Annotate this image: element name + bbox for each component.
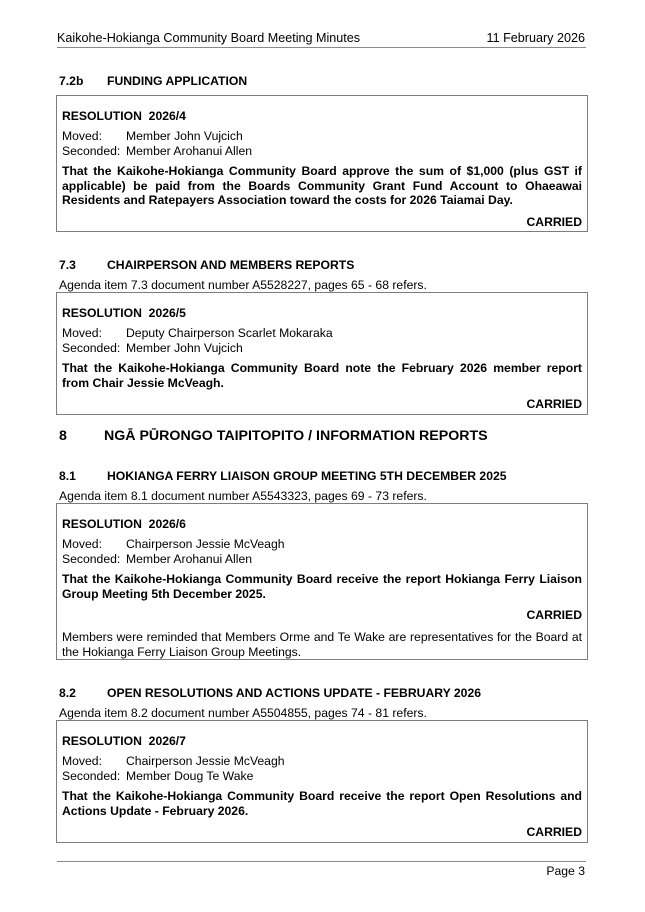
resolution-box-2026-7: [56, 720, 588, 843]
seconded-by: Member Doug Te Wake: [126, 768, 254, 783]
resolution-box-2026-5: [56, 292, 588, 415]
section-number: 7.3: [59, 258, 76, 272]
mover-block: [62, 326, 582, 355]
agenda-reference: Agenda item 8.2 document number A5504855, pages 74 - 81 refers.: [59, 706, 427, 720]
agenda-reference: Agenda item 7.3 document number A5528227, pages 65 - 68 refers.: [59, 278, 427, 292]
moved-by: Deputy Chairperson Scarlet Mokaraka: [126, 326, 333, 340]
section-number: 8.2: [59, 686, 76, 700]
moved-by: Member John Vujcich: [126, 129, 243, 143]
seconded-label: Seconded:: [62, 551, 121, 566]
section-number: 8.1: [59, 469, 76, 483]
mover-block: [62, 537, 582, 566]
resolution-box-2026-6: [56, 503, 588, 660]
moved-by: Chairperson Jessie McVeagh: [126, 537, 285, 551]
page-number: Page 3: [546, 864, 585, 878]
moved-by: Chairperson Jessie McVeagh: [126, 754, 285, 768]
mover-block: [62, 754, 582, 783]
resolution-motion: That the Kaikohe-Hokianga Community Board approve the sum of $1,000 (plus GST if applicable) be paid from the Boards Community Grant Fund Account to Ohaeawai Residents and Ratepayers Association toward the costs for 2026 Taiamai Day.: [62, 164, 582, 208]
moved-label: Moved:: [62, 326, 102, 340]
section-title: OPEN RESOLUTIONS AND ACTIONS UPDATE - FEBRUARY 2026: [107, 686, 482, 700]
resolution-motion: That the Kaikohe-Hokianga Community Board receive the report Open Resolutions and Actions Update - February 2026.: [62, 789, 582, 818]
header-divider: [57, 47, 586, 48]
section-title: NGĀ PŪRONGO TAIPITOPITO / INFORMATION REPORTS: [104, 428, 488, 444]
resolution-motion: That the Kaikohe-Hokianga Community Board receive the report Hokianga Ferry Liaison Group Meeting 5th December 2025.: [62, 572, 582, 601]
resolution-title: RESOLUTION 2026/7: [62, 734, 186, 748]
mover-block: [62, 129, 582, 158]
seconded-by: Member Arohanui Allen: [126, 551, 253, 566]
section-number: 8: [59, 428, 67, 444]
section-heading-7-2b: [59, 74, 247, 89]
seconded-label: Seconded:: [62, 143, 121, 158]
resolution-title: RESOLUTION 2026/5: [62, 306, 186, 320]
resolution-status: CARRIED: [526, 825, 582, 840]
resolution-motion: That the Kaikohe-Hokianga Community Board note the February 2026 member report from Chair Jessie McVeagh.: [62, 361, 582, 390]
section-heading-7-3: [59, 258, 354, 273]
page-header: [57, 31, 585, 46]
footer-divider: [57, 861, 586, 862]
resolution-note: Members were reminded that Members Orme and Te Wake are representatives for the Board at the Hokianga Ferry Liaison Group Meetings.: [62, 630, 582, 659]
resolution-box-2026-4: [56, 95, 588, 232]
resolution-status: CARRIED: [526, 397, 582, 412]
section-number: 7.2b: [59, 74, 84, 88]
meeting-date: 11 February 2026: [486, 31, 585, 45]
section-heading-8-2: [59, 686, 481, 701]
agenda-reference: Agenda item 8.1 document number A5543323, pages 69 - 73 refers.: [59, 489, 427, 503]
moved-label: Moved:: [62, 537, 102, 551]
seconded-label: Seconded:: [62, 768, 121, 783]
section-title: CHAIRPERSON AND MEMBERS REPORTS: [107, 258, 355, 272]
seconded-label: Seconded:: [62, 340, 121, 355]
moved-label: Moved:: [62, 754, 102, 768]
section-title: HOKIANGA FERRY LIAISON GROUP MEETING 5TH DECEMBER 2025: [107, 469, 507, 483]
resolution-status: CARRIED: [526, 215, 582, 230]
section-heading-8: [59, 428, 488, 445]
document-title: Kaikohe-Hokianga Community Board Meeting Minutes: [57, 31, 361, 45]
seconded-by: Member Arohanui Allen: [126, 143, 253, 158]
seconded-by: Member John Vujcich: [126, 340, 243, 355]
section-heading-8-1: [59, 469, 507, 484]
moved-label: Moved:: [62, 129, 102, 143]
resolution-title: RESOLUTION 2026/4: [62, 109, 186, 123]
resolution-status: CARRIED: [526, 608, 582, 623]
resolution-title: RESOLUTION 2026/6: [62, 517, 186, 531]
section-title: FUNDING APPLICATION: [107, 74, 248, 88]
